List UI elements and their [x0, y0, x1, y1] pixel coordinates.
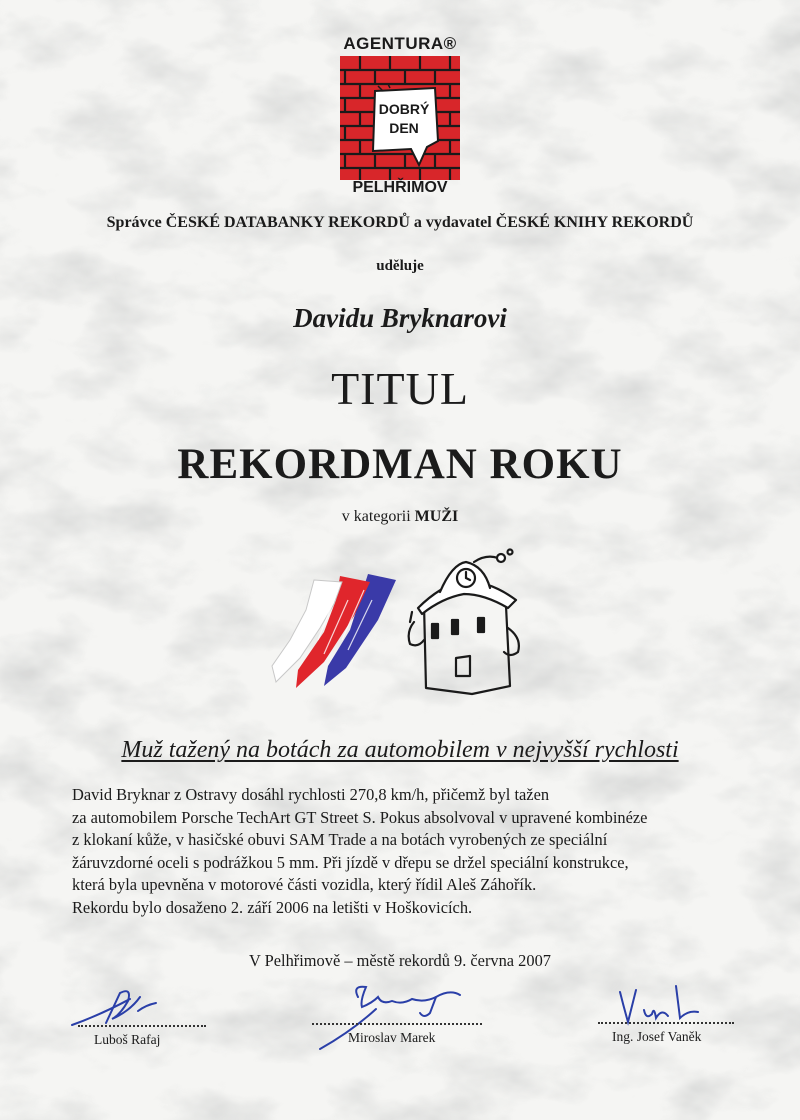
mascot-tower-icon	[400, 548, 535, 696]
description-line: z klokaní kůže, v hasičské obuvi SAM Trade a na botách vyrobených ze speciální	[72, 830, 608, 849]
signatory-name: Luboš Rafaj	[94, 1032, 161, 1047]
description-line: která byla upevněna v motorové části vozidla, který řídil Aleš Záhořík.	[72, 875, 537, 894]
category-line	[0, 508, 800, 526]
logo-badge-line2: DEN	[389, 120, 419, 136]
signature-block-1	[70, 985, 220, 1055]
signature-mark	[70, 985, 180, 1035]
logo-badge-line1: DOBRÝ	[378, 101, 430, 117]
title-word: TITUL	[331, 363, 469, 414]
signatory-name: Ing. Josef Vaněk	[612, 1029, 702, 1044]
agency-logo	[320, 30, 480, 200]
record-title: Muž tažený na botách za automobilem v nejvyšší rychlosti	[121, 737, 679, 763]
description-line: žáruvzdorné oceli s podrážkou 5 mm. Při jízdě v dřepu se držel speciální konstrukce,	[72, 852, 629, 872]
recipient-name: Davidu Bryknarovi	[293, 303, 507, 333]
signature-line	[312, 1023, 482, 1025]
logo-bottom-text: PELHŘIMOV	[352, 179, 448, 196]
signature-line	[78, 1025, 206, 1027]
issuer-line: Správce ČESKÉ DATABANKY REKORDŮ a vydavatel ČESKÉ KNIHY REKORDŮ	[106, 214, 694, 231]
description-line: David Bryknar z Ostravy dosáhl rychlosti 270,8 km/h, přičemž byl tažen	[72, 785, 550, 804]
description-line: Rekordu bylo dosaženo 2. září 2006 na letišti v Hoškovicích.	[72, 897, 473, 917]
date-line: V Pelhřimově – městě rekordů 9. června 2007	[249, 951, 551, 970]
description-line: za automobilem Porsche TechArt GT Street S. Pokus absolvoval v upravené kombinéze	[72, 807, 648, 827]
category-value: MUŽI	[414, 508, 459, 525]
signatory-name: Miroslav Marek	[348, 1030, 436, 1045]
award-name: REKORDMAN ROKU	[177, 441, 623, 488]
signature-block-3	[598, 980, 748, 1055]
logo-badge-text	[372, 100, 436, 138]
signature-line	[598, 1022, 734, 1024]
awards-verb: uděluje	[376, 258, 424, 274]
record-description	[72, 784, 752, 919]
category-prefix: v kategorii	[341, 508, 411, 525]
logo-top-text: AGENTURA®	[343, 34, 457, 53]
signature-block-2	[312, 975, 487, 1055]
czech-flag-icon	[268, 570, 398, 690]
